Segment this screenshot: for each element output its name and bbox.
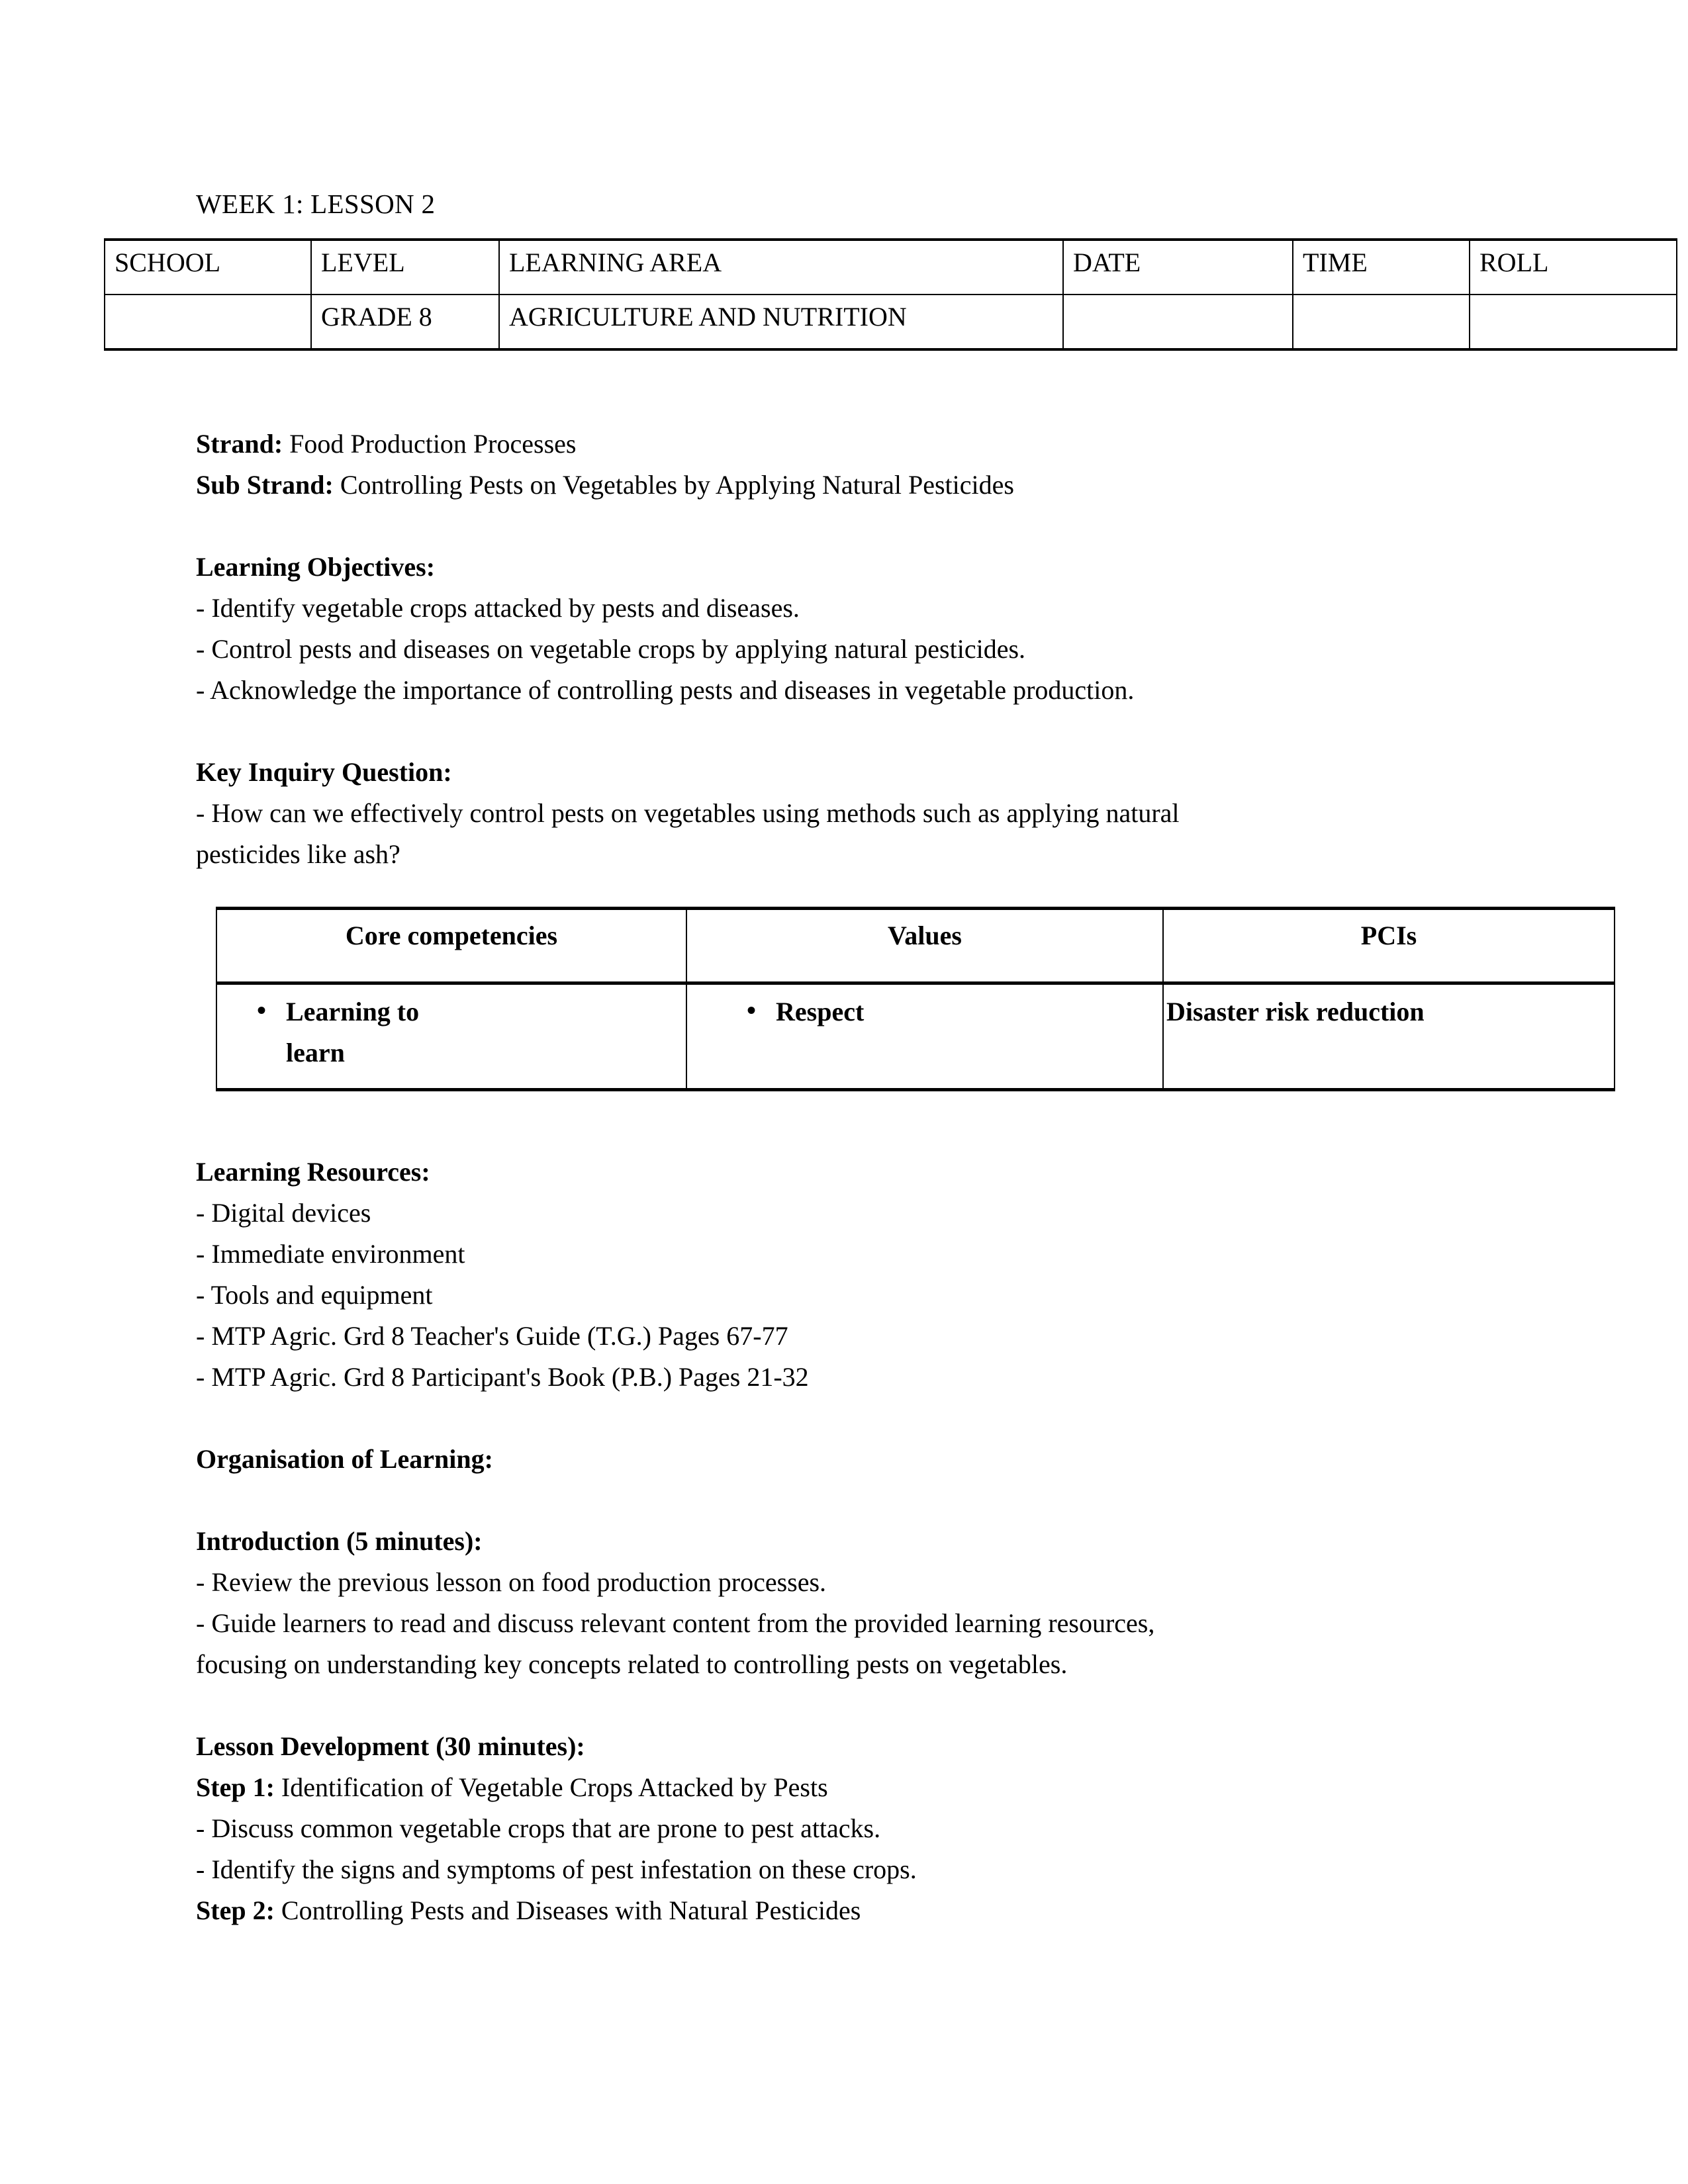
- learning-resource-item: - MTP Agric. Grd 8 Participant's Book (P.B.) Pages 21-32: [196, 1362, 809, 1392]
- learning-resources-heading: Learning Resources:: [196, 1157, 430, 1187]
- step-2-text: Controlling Pests and Diseases with Natural Pesticides: [274, 1895, 861, 1925]
- introduction-heading: Introduction (5 minutes):: [196, 1526, 483, 1556]
- learning-objective-item: - Acknowledge the importance of controlling pests and diseases in vegetable production.: [196, 675, 1135, 705]
- table-row: [105, 295, 1677, 349]
- column-header-learning-area: LEARNING AREA: [499, 240, 1063, 295]
- column-header-core-competencies: Core competencies: [216, 909, 686, 983]
- learning-resource-item: - Immediate environment: [196, 1239, 465, 1269]
- cell-date: [1063, 295, 1293, 349]
- column-header-roll: ROLL: [1470, 240, 1677, 295]
- learning-resource-item: - Digital devices: [196, 1198, 371, 1228]
- learning-resource-item: - MTP Agric. Grd 8 Teacher's Guide (T.G.) Pages 67-77: [196, 1321, 788, 1351]
- list-item: • Respect: [776, 991, 1054, 1032]
- step-1-label: Step 1:: [196, 1772, 275, 1802]
- cell-core-competencies: [216, 983, 686, 1090]
- cell-school: [105, 295, 311, 349]
- page-title: WEEK 1: LESSON 2: [196, 189, 436, 219]
- column-header-values: Values: [686, 909, 1163, 983]
- column-header-date: DATE: [1063, 240, 1293, 295]
- list-item: • Learning to learn: [286, 991, 458, 1073]
- step-1-item: - Identify the signs and symptoms of pest infestation on these crops.: [196, 1854, 917, 1884]
- key-inquiry-question-line-2: pesticides like ash?: [196, 839, 400, 869]
- spacer: [196, 1398, 1507, 1439]
- cell-values: [686, 983, 1163, 1090]
- key-inquiry-question-heading: Key Inquiry Question:: [196, 757, 452, 787]
- organisation-of-learning-heading: Organisation of Learning:: [196, 1444, 493, 1474]
- column-header-school: SCHOOL: [105, 240, 311, 295]
- table-header-row: [216, 909, 1615, 983]
- strand-label: Strand:: [196, 429, 283, 459]
- core-competency-list: [220, 991, 683, 1073]
- cell-learning-area: AGRICULTURE AND NUTRITION: [499, 295, 1063, 349]
- sub-strand-label: Sub Strand:: [196, 470, 334, 500]
- column-header-level: LEVEL: [311, 240, 499, 295]
- step-1-text: Identification of Vegetable Crops Attacked by Pests: [274, 1772, 828, 1802]
- competency-table: [216, 907, 1615, 1091]
- introduction-continuation: focusing on understanding key concepts related to controlling pests on vegetables.: [196, 1649, 1068, 1679]
- cell-roll: [1470, 295, 1677, 349]
- upper-body-content: [196, 424, 1493, 875]
- learning-objective-item: - Identify vegetable crops attacked by pests and diseases.: [196, 593, 800, 623]
- lesson-development-heading: Lesson Development (30 minutes):: [196, 1731, 585, 1761]
- step-1-item: - Discuss common vegetable crops that are prone to pest attacks.: [196, 1813, 881, 1843]
- learning-objective-item: - Control pests and diseases on vegetable crops by applying natural pesticides.: [196, 634, 1026, 664]
- lower-body-content: [196, 1152, 1507, 1931]
- cell-level: GRADE 8: [311, 295, 499, 349]
- step-2-label: Step 2:: [196, 1895, 275, 1925]
- values-list: [690, 991, 1160, 1032]
- introduction-item: - Guide learners to read and discuss relevant content from the provided learning resources,: [196, 1608, 1155, 1638]
- table-row: [216, 983, 1615, 1090]
- column-header-time: TIME: [1293, 240, 1470, 295]
- spacer: [196, 1685, 1507, 1726]
- sub-strand-line: [196, 465, 1493, 506]
- column-header-pcis: PCIs: [1163, 909, 1615, 983]
- strand-line: [196, 424, 1493, 465]
- spacer: [196, 1480, 1507, 1521]
- spacer: [196, 506, 1493, 547]
- lesson-development-step-1: [196, 1767, 1507, 1808]
- lesson-development-step-2: [196, 1890, 1507, 1931]
- sub-strand-value: Controlling Pests on Vegetables by Applying Natural Pesticides: [333, 470, 1014, 500]
- lesson-header-table: [104, 238, 1677, 351]
- key-inquiry-question-line-1: - How can we effectively control pests on vegetables using methods such as applying natural: [196, 798, 1180, 828]
- table-header-row: [105, 240, 1677, 295]
- cell-pcis: Disaster risk reduction: [1163, 983, 1615, 1090]
- learning-objectives-heading: Learning Objectives:: [196, 552, 436, 582]
- introduction-item: - Review the previous lesson on food production processes.: [196, 1567, 827, 1597]
- strand-value: Food Production Processes: [283, 429, 577, 459]
- spacer: [196, 711, 1493, 752]
- cell-time: [1293, 295, 1470, 349]
- learning-resource-item: - Tools and equipment: [196, 1280, 433, 1310]
